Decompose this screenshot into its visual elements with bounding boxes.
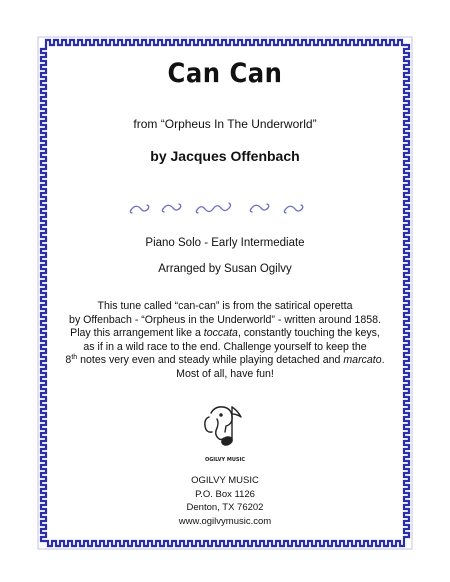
arranger-line: Arranged by Susan Ogilvy bbox=[158, 263, 292, 275]
border-pattern bbox=[41, 40, 409, 546]
publisher-info bbox=[40, 474, 410, 528]
description-line: by Offenbach - “Orpheus in the Underworld” - written around 1858. bbox=[69, 313, 381, 326]
subtitle: from “Orpheus In The Underworld” bbox=[133, 117, 317, 131]
description-line: Most of all, have fun! bbox=[176, 367, 274, 380]
decorative-ornament-icon bbox=[125, 198, 325, 218]
composer-line: by Jacques Offenbach bbox=[150, 148, 300, 164]
description bbox=[40, 300, 410, 382]
svg-text:OGILVY MUSIC: OGILVY MUSIC bbox=[204, 457, 246, 463]
description-line: 8th notes very even and steady while playing detached and marcato. bbox=[65, 354, 385, 367]
title: Can Can bbox=[167, 58, 283, 89]
publisher-city: Denton, TX 76202 bbox=[186, 502, 264, 514]
publisher-name: OGILVY MUSIC bbox=[191, 475, 259, 486]
description-line: as if in a wild race to the end. Challenge yourself to keep the bbox=[83, 340, 367, 353]
publisher-website[interactable]: www.ogilvymusic.com bbox=[178, 515, 272, 527]
instrumentation: Piano Solo - Early Intermediate bbox=[145, 237, 305, 249]
ogilvy-music-logo bbox=[201, 403, 249, 465]
description-line: Play this arrangement like a toccata, constantly touching the keys, bbox=[70, 327, 380, 340]
description-line: This tune called “can-can” is from the satirical operetta bbox=[97, 300, 353, 312]
publisher-address: P.O. Box 1126 bbox=[195, 488, 255, 500]
